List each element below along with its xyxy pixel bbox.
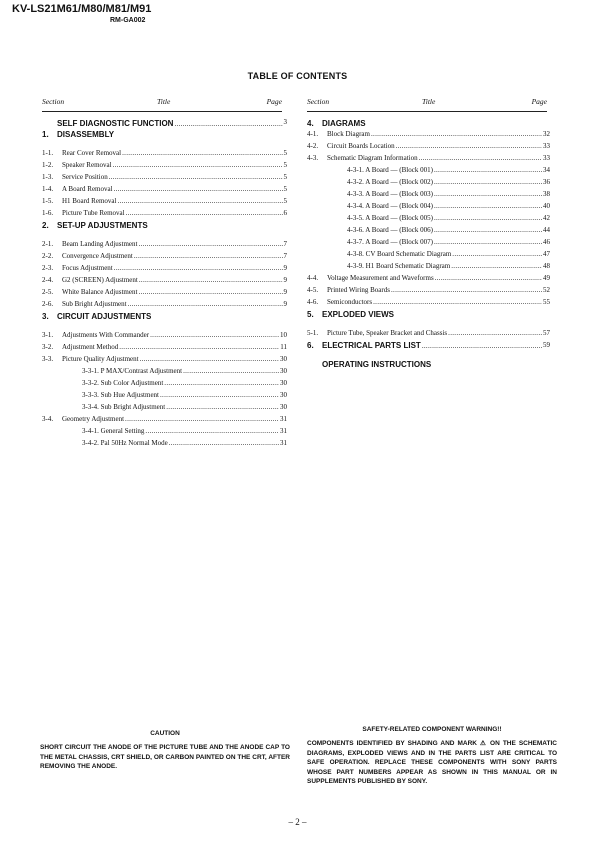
- toc-entry-number: 1-2.: [42, 161, 54, 169]
- toc-entry-number: 3.: [42, 312, 49, 321]
- toc-entry: [42, 149, 287, 161]
- toc-entry-number: 2-5.: [42, 288, 54, 296]
- toc-subentry: [42, 367, 287, 379]
- toc-entry-title: A Board Removal: [62, 185, 113, 193]
- toc-entry-number: 4-6.: [307, 298, 319, 306]
- toc-entry-number: 4-4.: [307, 274, 319, 282]
- dot-leader: [114, 185, 283, 193]
- dot-leader: [435, 274, 542, 282]
- dot-leader: [395, 310, 549, 319]
- dot-leader: [174, 118, 282, 130]
- dot-leader: [367, 118, 549, 130]
- toc-entry-title: 4-3-4. A Board — (Block 004): [347, 202, 433, 210]
- toc-entry: [42, 288, 287, 300]
- toc-entry-page: 31: [280, 415, 287, 423]
- toc-entry: [42, 197, 287, 209]
- toc-entry-title: DISASSEMBLY: [57, 130, 115, 139]
- toc-entry-number: 3-1.: [42, 331, 54, 339]
- toc-entry-page: 5: [283, 173, 287, 181]
- dot-leader: [391, 286, 542, 294]
- dot-leader: [434, 238, 542, 246]
- toc-entry-page: 48: [543, 262, 550, 270]
- toc-entry-title: Schematic Diagram Information: [327, 154, 418, 162]
- toc-entry: [307, 154, 550, 166]
- toc-entry-page: 30: [280, 367, 287, 375]
- toc-entry-title: Circuit Boards Location: [327, 142, 395, 150]
- toc-entry-title: 4-3-5. A Board — (Block 005): [347, 214, 433, 222]
- toc-entry: [307, 274, 550, 286]
- toc-entry-title: 4-3-6. A Board — (Block 006): [347, 226, 433, 234]
- toc-subentry: [307, 250, 550, 262]
- left-column-header: [42, 97, 282, 112]
- toc-entry-page: 5: [283, 197, 287, 205]
- toc-section-heading: [307, 310, 550, 329]
- toc-entry-number: 5.: [307, 310, 314, 319]
- dot-leader: [117, 197, 282, 205]
- dot-leader: [139, 276, 283, 284]
- toc-subentry: [42, 403, 287, 415]
- dot-leader: [434, 178, 542, 186]
- toc-entry-page: 3: [283, 118, 287, 126]
- toc-subentry: [307, 238, 550, 250]
- toc-entry-page: 11: [280, 343, 287, 351]
- dot-leader: [183, 367, 279, 375]
- toc-entry-page: 10: [280, 331, 287, 339]
- section-col-label: Section: [307, 97, 330, 106]
- toc-entry-title: White Balance Adjustment: [62, 288, 138, 296]
- toc-entry-title: DIAGRAMS: [322, 119, 366, 128]
- toc-entry-title: 4-3-3. A Board — (Block 003): [347, 190, 433, 198]
- toc-entry-title: 4-3-7. A Board — (Block 007): [347, 238, 433, 246]
- toc-entry: [42, 173, 287, 185]
- toc-entry-page: 42: [543, 214, 550, 222]
- toc-entry-number: 1.: [42, 130, 49, 139]
- toc-entry-number: 1-3.: [42, 173, 54, 181]
- dot-leader: [152, 312, 286, 321]
- right-column-header: [307, 97, 547, 112]
- dot-leader: [119, 343, 279, 351]
- toc-entry-page: 47: [543, 250, 550, 258]
- toc-entry-number: 5-1.: [307, 329, 319, 337]
- toc-entry-page: 33: [543, 154, 550, 162]
- toc-entry-title: Speaker Removal: [62, 161, 112, 169]
- toc-entry-title: Semiconductors: [327, 298, 373, 306]
- toc-entry: [307, 142, 550, 154]
- toc-entry-page: 31: [280, 439, 287, 447]
- toc-subentry: [42, 379, 287, 391]
- page-col-label: Page: [266, 97, 282, 106]
- toc-entry-page: 36: [543, 178, 550, 186]
- toc-entry-number: 1-6.: [42, 209, 54, 217]
- toc-entry-number: 2-6.: [42, 300, 54, 308]
- dot-leader: [434, 166, 542, 174]
- toc-entry-page: 5: [283, 149, 287, 157]
- toc-entry-page: 7: [283, 252, 287, 260]
- toc-entry-page: 40: [543, 202, 550, 210]
- toc-right-column: [307, 118, 550, 379]
- dot-leader: [422, 341, 542, 350]
- toc-subentry: [307, 226, 550, 238]
- page-number: – 2 –: [288, 817, 307, 827]
- toc-subentry: [42, 427, 287, 439]
- toc-subentry: [42, 439, 287, 451]
- toc-entry: [42, 252, 287, 264]
- dot-leader: [434, 190, 542, 198]
- toc-entry-number: 4-3.: [307, 154, 319, 162]
- toc-entry: [307, 286, 550, 298]
- toc-entry-title: Adjustment Method: [62, 343, 119, 351]
- toc-section-heading: [42, 130, 287, 149]
- toc-entry-number: 2-1.: [42, 240, 54, 248]
- toc-entry-page: 55: [543, 298, 550, 306]
- toc-entry-page: 30: [280, 379, 287, 387]
- dot-leader: [373, 298, 542, 306]
- dot-leader: [134, 252, 283, 260]
- toc-entry: [42, 240, 287, 252]
- toc-entry: [42, 415, 287, 427]
- toc-entry-title: 3-3-2. Sub Color Adjustment: [82, 379, 164, 387]
- dot-leader: [448, 329, 542, 337]
- toc-entry-page: 52: [543, 286, 550, 294]
- toc-entry-title: Beam Landing Adjustment: [62, 240, 138, 248]
- toc-entry-number: 1-4.: [42, 185, 54, 193]
- toc-entry-title: Printed Wiring Boards: [327, 286, 390, 294]
- toc-section-heading: [42, 221, 287, 240]
- toc-entry-title: Picture Quality Adjustment: [62, 355, 139, 363]
- safety-warning-text: COMPONENTS IDENTIFIED BY SHADING AND MARK ⚠ ON THE SCHEMATIC DIAGRAMS, EXPLODED VIEWS AND IN THE PARTS LIST ARE CRITICAL TO SAFE OPERATION. REPLACE THESE COMPONENTS WITH SONY PARTS WHOSE PART NUMBERS APPEAR AS SHOWN IN THIS MANUAL OR IN SUPPLEMENTS PUBLISHED BY SONY.: [307, 740, 557, 785]
- dot-leader: [396, 142, 542, 150]
- safety-warning-title: SAFETY-RELATED COMPONENT WARNING!!: [362, 726, 502, 733]
- toc-entry-page: 5: [283, 161, 287, 169]
- page-col-label: Page: [531, 97, 547, 106]
- caution-text: SHORT CIRCUIT THE ANODE OF THE PICTURE TUBE AND THE ANODE CAP TO THE METAL CHASSIS, CRT SHIELD, OR CARBON PAINTED ON THE CRT, AFTER REMOVING THE ANODE.: [40, 744, 290, 770]
- dot-leader: [113, 161, 283, 169]
- toc-entry-title: 4-3-2. A Board — (Block 002): [347, 178, 433, 186]
- toc-entry-page: 30: [280, 391, 287, 399]
- toc-entry-title: EXPLODED VIEWS: [322, 310, 395, 319]
- dot-leader: [419, 154, 542, 162]
- toc-entry-title: Rear Cover Removal: [62, 149, 122, 157]
- dot-leader: [115, 130, 286, 139]
- toc-entry-title: Sub Bright Adjustment: [62, 300, 127, 308]
- toc-entry-title: Geometry Adjustment: [62, 415, 125, 423]
- toc-entry-page: 32: [543, 130, 550, 138]
- dot-leader: [128, 300, 283, 308]
- toc-entry-number: 3-2.: [42, 343, 54, 351]
- dot-leader: [126, 209, 283, 217]
- toc-entry: [42, 264, 287, 276]
- toc-entry-page: [549, 310, 550, 319]
- toc-entry-number: 2-2.: [42, 252, 54, 260]
- toc-entry-number: 3-4.: [42, 415, 54, 423]
- toc-entry-title: Adjustments With Commander: [62, 331, 150, 339]
- toc-section-heading: [42, 118, 287, 130]
- toc-entry-title: SET-UP ADJUSTMENTS: [57, 221, 148, 230]
- dot-leader: [114, 264, 283, 272]
- toc-left-column: [42, 118, 287, 451]
- toc-entry-title: Block Diagram: [327, 130, 370, 138]
- toc-entry-page: 9: [283, 300, 287, 308]
- toc-entry-page: 57: [543, 329, 550, 337]
- dot-leader: [371, 130, 542, 138]
- toc-entry-number: 2.: [42, 221, 49, 230]
- toc-entry-title: SELF DIAGNOSTIC FUNCTION: [57, 119, 174, 128]
- title-col-label: Title: [157, 97, 171, 106]
- toc-section-heading: [307, 360, 550, 379]
- toc-entry-page: [286, 221, 287, 230]
- toc-entry-page: [286, 130, 287, 139]
- toc-subentry: [42, 391, 287, 403]
- toc-entry-page: 9: [283, 264, 287, 272]
- toc-subentry: [307, 262, 550, 274]
- toc-entry: [42, 185, 287, 197]
- dot-leader: [138, 240, 282, 248]
- toc-entry-page: 46: [543, 238, 550, 246]
- toc-entry-page: 38: [543, 190, 550, 198]
- toc-entry-page: 33: [543, 142, 550, 150]
- toc-entry-number: 2-4.: [42, 276, 54, 284]
- toc-entry: [42, 300, 287, 312]
- toc-entry-page: 31: [280, 427, 287, 435]
- toc-section-heading: [42, 312, 287, 331]
- toc-entry-page: 59: [543, 341, 550, 349]
- dot-leader: [145, 427, 279, 435]
- toc-entry-page: 30: [280, 355, 287, 363]
- toc-entry-title: Picture Tube Removal: [62, 209, 125, 217]
- remote-model-header: RM-GA002: [110, 17, 146, 24]
- toc-entry-title: 4-3-9. H1 Board Schematic Diagram: [347, 262, 451, 270]
- toc-entry: [42, 209, 287, 221]
- section-col-label: Section: [42, 97, 65, 106]
- dot-leader: [138, 288, 282, 296]
- dot-leader: [164, 379, 279, 387]
- toc-subentry: [307, 190, 550, 202]
- toc-entry-number: 4-5.: [307, 286, 319, 294]
- toc-entry-title: 4-3-1. A Board — (Block 001): [347, 166, 433, 174]
- toc-entry-page: 34: [543, 166, 550, 174]
- toc-entry-page: 30: [280, 403, 287, 411]
- toc-entry-page: [549, 118, 550, 130]
- toc-section-heading: [307, 341, 550, 360]
- toc-entry-page: [549, 360, 550, 369]
- toc-subentry: [307, 214, 550, 226]
- toc-entry-page: 5: [283, 185, 287, 193]
- toc-entry-title: 3-4-2. Pal 50Hz Normal Mode: [82, 439, 168, 447]
- dot-leader: [150, 331, 279, 339]
- toc-section-heading: [307, 118, 550, 130]
- dot-leader: [451, 262, 542, 270]
- toc-entry-page: 49: [543, 274, 550, 282]
- toc-entry-number: 4-2.: [307, 142, 319, 150]
- dot-leader: [166, 403, 279, 411]
- dot-leader: [434, 214, 542, 222]
- toc-entry-title: 4-3-8. CV Board Schematic Diagram: [347, 250, 452, 258]
- dot-leader: [434, 202, 542, 210]
- toc-entry: [307, 298, 550, 310]
- toc-entry-title: Picture Tube, Speaker Bracket and Chassis: [327, 329, 448, 337]
- toc-entry: [42, 331, 287, 343]
- toc-entry-page: 44: [543, 226, 550, 234]
- toc-entry: [42, 161, 287, 173]
- toc-subentry: [307, 166, 550, 178]
- dot-leader: [140, 355, 279, 363]
- dot-leader: [169, 439, 279, 447]
- dot-leader: [109, 173, 283, 181]
- toc-entry-title: Voltage Measurement and Waveforms: [327, 274, 434, 282]
- title-col-label: Title: [422, 97, 436, 106]
- toc-subentry: [307, 202, 550, 214]
- dot-leader: [149, 221, 286, 230]
- dot-leader: [122, 149, 282, 157]
- model-number-header: KV-LS21M61/M80/M81/M91: [12, 3, 152, 15]
- toc-entry-number: 3-3.: [42, 355, 54, 363]
- toc-entry-page: 9: [283, 288, 287, 296]
- caution-title: CAUTION: [150, 730, 180, 737]
- toc-entry-title: H1 Board Removal: [62, 197, 117, 205]
- toc-entry-page: 7: [283, 240, 287, 248]
- toc-entry-number: 4.: [307, 119, 314, 128]
- toc-entry-number: 6.: [307, 341, 314, 350]
- toc-entry-page: [286, 312, 287, 321]
- toc-entry: [307, 329, 550, 341]
- toc-entry-page: 9: [283, 276, 287, 284]
- toc-entry-title: Service Position: [62, 173, 108, 181]
- toc-entry-title: 3-3-1. P MAX/Contrast Adjustment: [82, 367, 183, 375]
- toc-entry: [42, 343, 287, 355]
- toc-entry-title: CIRCUIT ADJUSTMENTS: [57, 312, 152, 321]
- toc-entry-title: 3-3-4. Sub Bright Adjustment: [82, 403, 166, 411]
- toc-entry-title: 3-4-1. General Setting: [82, 427, 145, 435]
- toc-entry-page: 6: [283, 209, 287, 217]
- toc-entry-number: 2-3.: [42, 264, 54, 272]
- dot-leader: [434, 226, 542, 234]
- toc-entry-number: 4-1.: [307, 130, 319, 138]
- toc-entry-title: Focus Adjustment: [62, 264, 113, 272]
- toc-title: TABLE OF CONTENTS: [247, 71, 348, 81]
- toc-entry-title: OPERATING INSTRUCTIONS: [322, 360, 432, 369]
- toc-entry-title: Convergence Adjustment: [62, 252, 133, 260]
- toc-entry-title: ELECTRICAL PARTS LIST: [322, 341, 421, 350]
- toc-entry-title: 3-3-3. Sub Hue Adjustment: [82, 391, 159, 399]
- dot-leader: [432, 360, 549, 369]
- toc-entry: [42, 276, 287, 288]
- toc-entry-number: 1-5.: [42, 197, 54, 205]
- dot-leader: [125, 415, 279, 423]
- toc-entry-title: G2 (SCREEN) Adjustment: [62, 276, 138, 284]
- dot-leader: [452, 250, 542, 258]
- dot-leader: [160, 391, 279, 399]
- toc-subentry: [307, 178, 550, 190]
- toc-entry: [307, 130, 550, 142]
- toc-entry-number: 1-1.: [42, 149, 54, 157]
- toc-entry: [42, 355, 287, 367]
